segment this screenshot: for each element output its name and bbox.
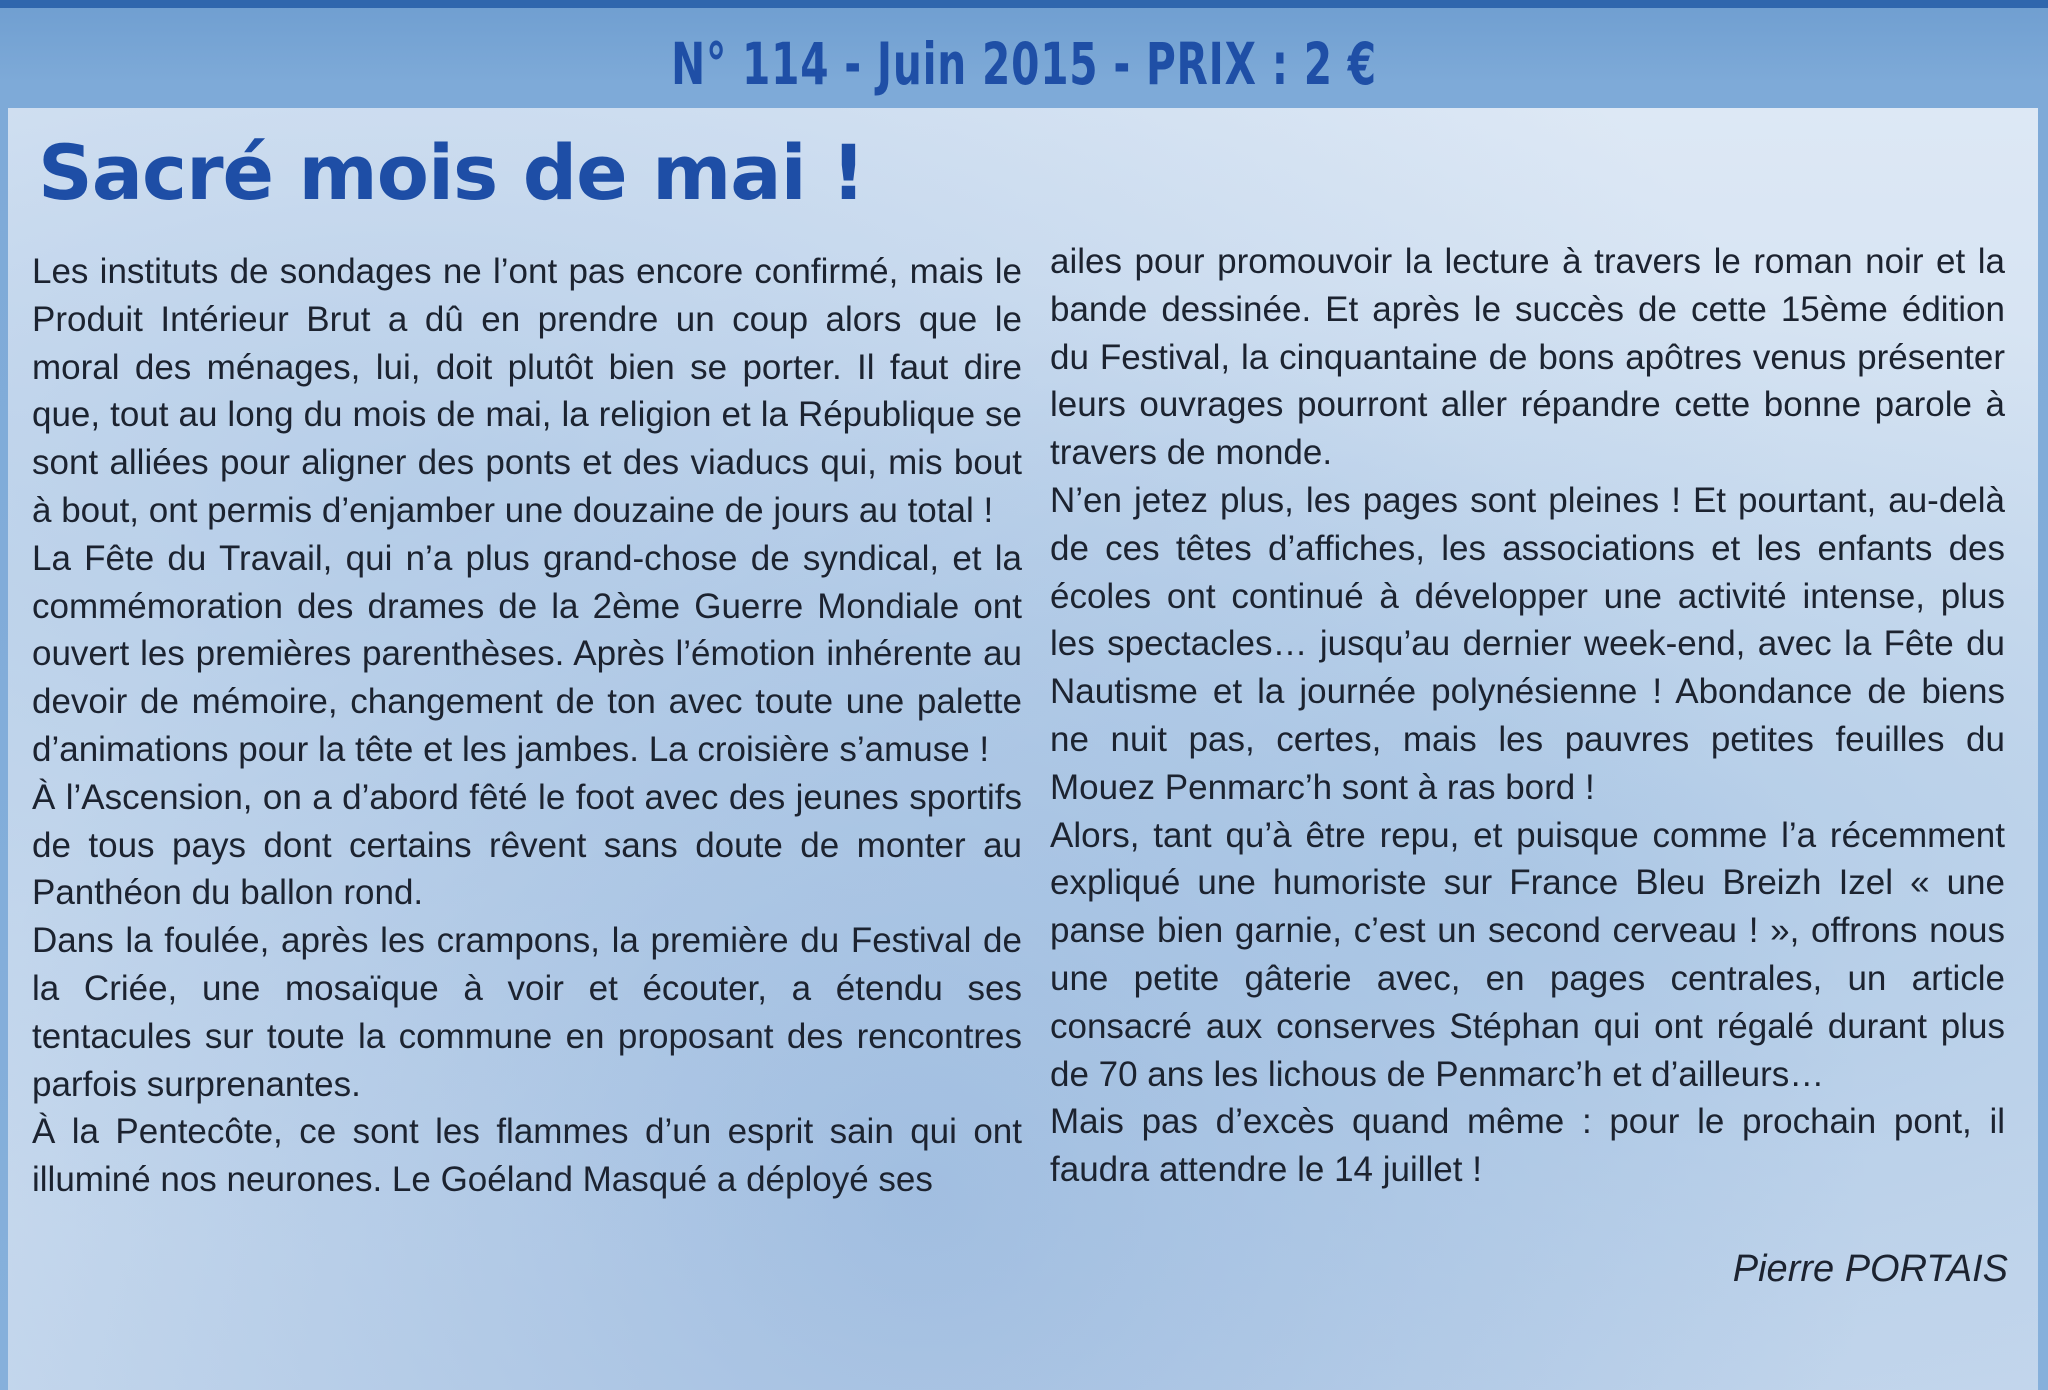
paragraph: À la Pentecôte, ce sont les flammes d’un esprit sain qui ont illuminé nos neurones. Le Goéland Masqué a déployé ses bbox=[32, 1112, 1022, 1200]
paragraph: ailes pour promouvoir la lecture à travers le roman noir et la bande dessinée. Et après le succès de cette 15ème édition du Festival, la cinquantaine de bons apôtres venus présenter leurs ouvrages pourront aller répandre cette bonne parole à travers de monde. bbox=[1050, 242, 2005, 473]
left-column bbox=[32, 248, 1022, 1204]
paragraph: Mais pas d’excès quand même : pour le prochain pont, il faudra attendre le 14 juillet ! bbox=[1050, 1102, 2005, 1190]
paragraph: N’en jetez plus, les pages sont pleines ! Et pourtant, au-delà de ces têtes d’affiches, les associations et les enfants des écoles ont continué à développer une activité intense, plus les spectacles… jusqu’au dernier week-end, avec la Fête du Nautisme et la journée polynésienne ! Abondance de biens ne nuit pas, certes, mais les pauvres petites feuilles du Mouez Penmarc’h sont à ras bord ! bbox=[1050, 480, 2005, 807]
article-title: Sacré mois de mai ! bbox=[38, 128, 865, 217]
editorial-article bbox=[8, 108, 2038, 1390]
paragraph: La Fête du Travail, qui n’a plus grand-chose de syndical, et la commémoration des drames de la 2ème Guerre Mondiale ont ouvert les premières parenthèses. Après l’émotion inhérente au devoir de mémoire, changement de ton avec toute une palette d’animations pour la tête et les jambes. La croisière s’amuse ! bbox=[32, 538, 1022, 769]
paragraph: Les instituts de sondages ne l’ont pas encore confirmé, mais le Produit Intérieur Brut a dû en prendre un coup alors que le moral des ménages, lui, doit plutôt bien se porter. Il faut dire que, tout au long du mois de mai, la religion et la République se sont alliées pour aligner des ponts et des viaducs qui, mis bout à bout, ont permis d’enjamber une douzaine de jours au total ! bbox=[32, 252, 1022, 530]
paragraph: À l’Ascension, on a d’abord fêté le foot avec des jeunes sportifs de tous pays dont certains rêvent sans doute de monter au Panthéon du ballon rond. bbox=[32, 777, 1022, 913]
paragraph: Dans la foulée, après les crampons, la première du Festival de la Criée, une mosaïque à voir et écouter, a étendu ses tentacules sur toute la commune en proposant des rencontres parfois surprenantes. bbox=[32, 921, 1022, 1104]
paragraph: Alors, tant qu’à être repu, et puisque comme l’a récemment expliqué une humoriste sur France Bleu Breizh Izel « une panse bien garnie, c’est un second cerveau ! », offrons nous une petite gâterie avec, en pages centrales, un article consacré aux conserves Stéphan qui ont régalé durant plus de 70 ans les lichous de Penmarc’h et d’ailleurs… bbox=[1050, 815, 2005, 1094]
author-signature: Pierre PORTAIS bbox=[1732, 1248, 2008, 1290]
top-border bbox=[0, 0, 2048, 8]
issue-info: N° 114 - Juin 2015 - PRIX : 2 € bbox=[671, 30, 1377, 98]
right-column bbox=[1050, 238, 2005, 1194]
